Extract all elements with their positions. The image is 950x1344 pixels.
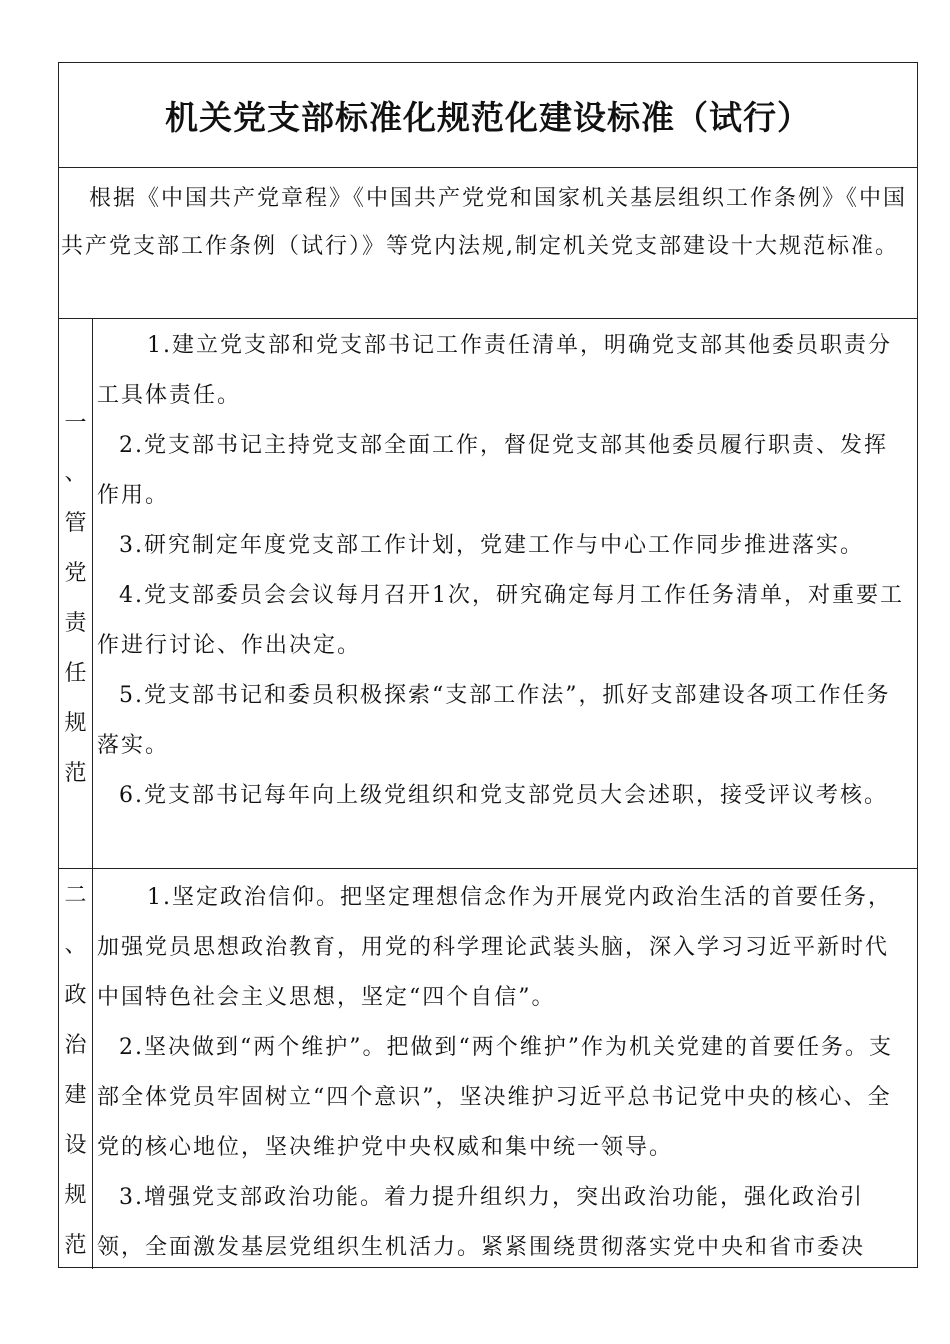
- list-item: 2.坚决做到“两个维护”。把做到“两个维护”作为机关党建的首要任务。支部全体党员牢固树立“四个意识”，坚决维护习近平总书记党中央的核心、全党的核心地位，坚决维护党中央权威和集中统一领导。: [97, 1035, 893, 1160]
- document-title: 机关党支部标准化规范化建设标准（试行）: [165, 97, 811, 137]
- section-label-char: 规: [64, 1183, 87, 1208]
- section-label-char: 管: [64, 511, 87, 536]
- list-item: 6.党支部书记每年向上级党组织和党支部党员大会述职，接受评议考核。: [119, 783, 888, 808]
- section-label: [59, 869, 93, 1269]
- section-political-construction: [59, 869, 917, 1269]
- section-label-char: 党: [64, 561, 87, 586]
- section-body: [93, 319, 917, 821]
- section-label-char: 规: [64, 711, 87, 736]
- section-label-char: 、: [64, 461, 87, 486]
- section-label-char: 任: [64, 661, 87, 686]
- list-item: 2.党支部书记主持党支部全面工作，督促党支部其他委员履行职责、发挥作用。: [97, 433, 888, 508]
- list-item: 1.坚定政治信仰。把坚定理想信念作为开展党内政治生活的首要任务，加强党员思想政治教育，用党的科学理论武装头脑，深入学习习近平新时代中国特色社会主义思想，坚定“四个自信”。: [97, 885, 892, 1010]
- section-label-char: 二: [64, 883, 87, 908]
- list-item: 3.研究制定年度党支部工作计划，党建工作与中心工作同步推进落实。: [119, 533, 864, 558]
- document-table: [58, 62, 918, 1268]
- section-label-char: 一: [64, 411, 87, 436]
- list-item: 1.建立党支部和党支部书记工作责任清单，明确党支部其他委员职责分工具体责任。: [97, 333, 892, 408]
- title-row: [59, 63, 917, 168]
- list-item: 3.增强党支部政治功能。着力提升组织力，突出政治功能，强化政治引领，全面激发基层党组织生机活力。紧紧围绕贯彻落实党中央和省市委决: [97, 1185, 866, 1260]
- section-label-char: 范: [64, 1233, 87, 1258]
- section-body: [93, 869, 917, 1273]
- section-label-char: 范: [64, 761, 87, 786]
- section-label-char: 设: [64, 1133, 87, 1158]
- section-label: [59, 319, 93, 868]
- section-label-char: 政: [64, 983, 87, 1008]
- section-party-responsibility: [59, 319, 917, 869]
- list-item: 4.党支部委员会会议每月召开1次，研究确定每月工作任务清单，对重要工作进行讨论、作出决定。: [97, 583, 904, 658]
- section-label-char: 、: [64, 933, 87, 958]
- section-label-char: 治: [64, 1033, 87, 1058]
- section-label-char: 建: [64, 1083, 87, 1108]
- section-label-char: 责: [64, 611, 87, 636]
- intro-paragraph: 根据《中国共产党章程》《中国共产党党和国家机关基层组织工作条例》《中国共产党支部工作条例（试行）》等党内法规,制定机关党支部建设十大规范标准。: [61, 186, 908, 259]
- intro-row: [59, 167, 917, 319]
- list-item: 5.党支部书记和委员积极探索“支部工作法”，抓好支部建设各项工作任务落实。: [97, 683, 891, 758]
